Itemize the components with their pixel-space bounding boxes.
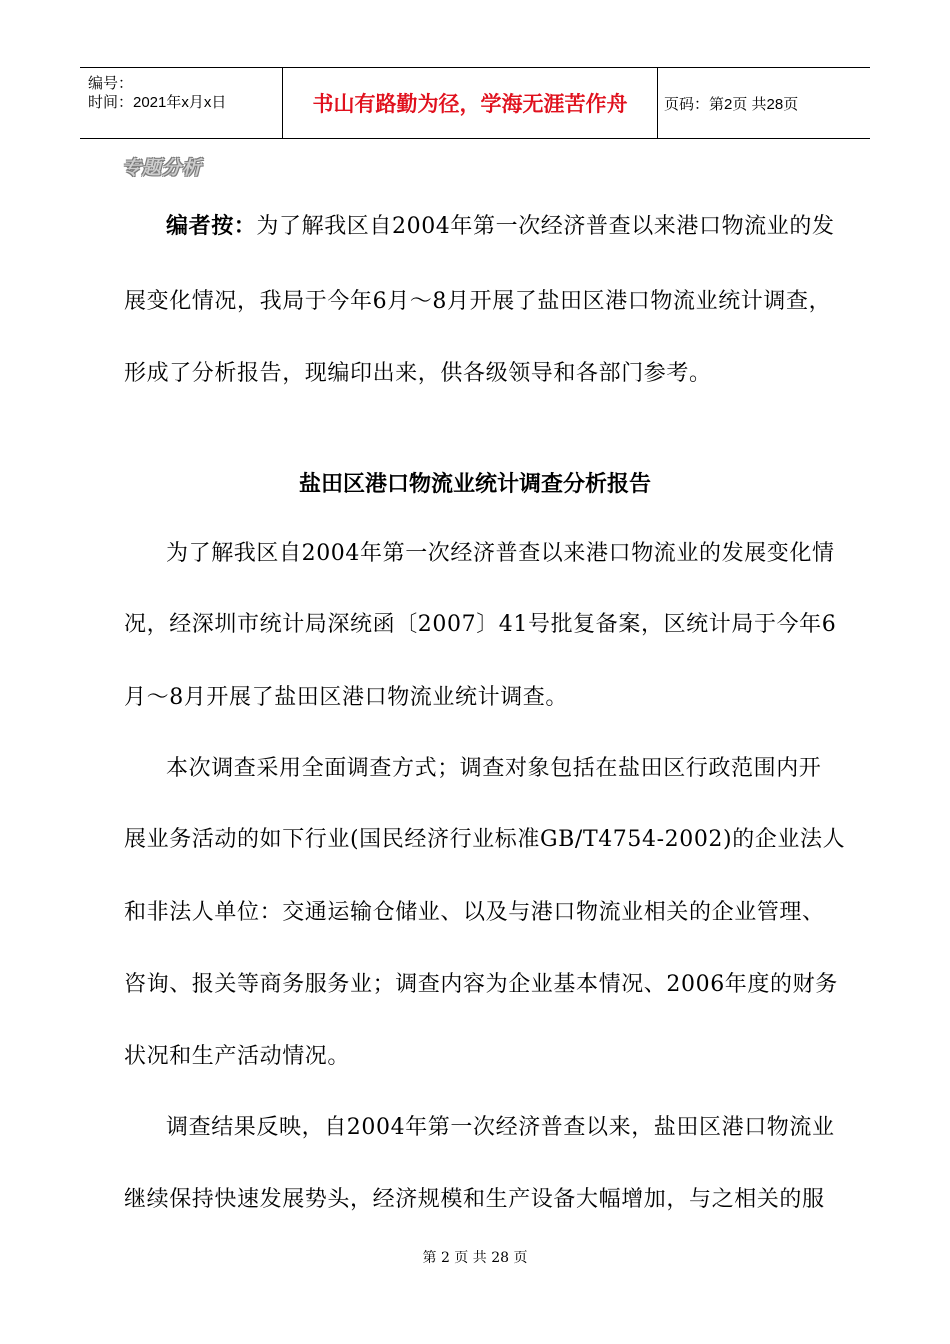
- section-badge: 专题分析: [122, 157, 203, 179]
- paragraph-line: 调查结果反映，自2004年第一次经济普查以来，盐田区港口物流业: [166, 1115, 835, 1140]
- editor-note-line-2: 展变化情况，我局于今年6月～8月开展了盐田区港口物流业统计调查，: [124, 289, 832, 314]
- editor-note-line-3: 形成了分析报告，现编印出来，供各级领导和各部门参考。: [124, 361, 712, 386]
- paragraph-line: 展业务活动的如下行业(国民经济行业标准GB/T4754-2002)的企业法人: [124, 827, 846, 852]
- editor-note-lead: 编者按：: [166, 214, 257, 239]
- editor-note-line-1: 编者按：为了解我区自2004年第一次经济普查以来港口物流业的发: [166, 214, 835, 239]
- paragraph-line: 本次调查采用全面调查方式；调查对象包括在盐田区行政范围内开: [166, 756, 822, 781]
- page-indicator: 页码：第2页 共28页: [664, 95, 799, 113]
- paragraph-line: 和非法人单位：交通运输仓储业、以及与港口物流业相关的企业管理、: [124, 900, 825, 925]
- paragraph-line: 咨询、报关等商务服务业；调查内容为企业基本情况、2006年度的财务: [124, 972, 838, 997]
- report-title: 盐田区港口物流业统计调查分析报告: [298, 472, 651, 497]
- paragraph-line: 状况和生产活动情况。: [124, 1044, 351, 1069]
- header-table: [80, 67, 870, 139]
- paragraph-line: 为了解我区自2004年第一次经济普查以来港口物流业的发展变化情: [166, 541, 835, 566]
- time-label: 时间：2021年x月x日: [88, 94, 227, 111]
- page-footer: 第 2 页 共 28 页: [422, 1250, 528, 1266]
- number-label: 编号：: [88, 75, 134, 92]
- header-meta: [80, 68, 282, 138]
- paragraph-line: 继续保持快速发展势头，经济规模和生产设备大幅增加，与之相关的服: [124, 1187, 825, 1212]
- paragraph-line: 月～8月开展了盐田区港口物流业统计调查。: [124, 685, 568, 710]
- paragraph-line: 况，经深圳市统计局深统函〔2007〕41号批复备案，区统计局于今年6: [124, 612, 837, 637]
- header-motto: 书山有路勤为径，学海无涯苦作舟: [282, 68, 658, 138]
